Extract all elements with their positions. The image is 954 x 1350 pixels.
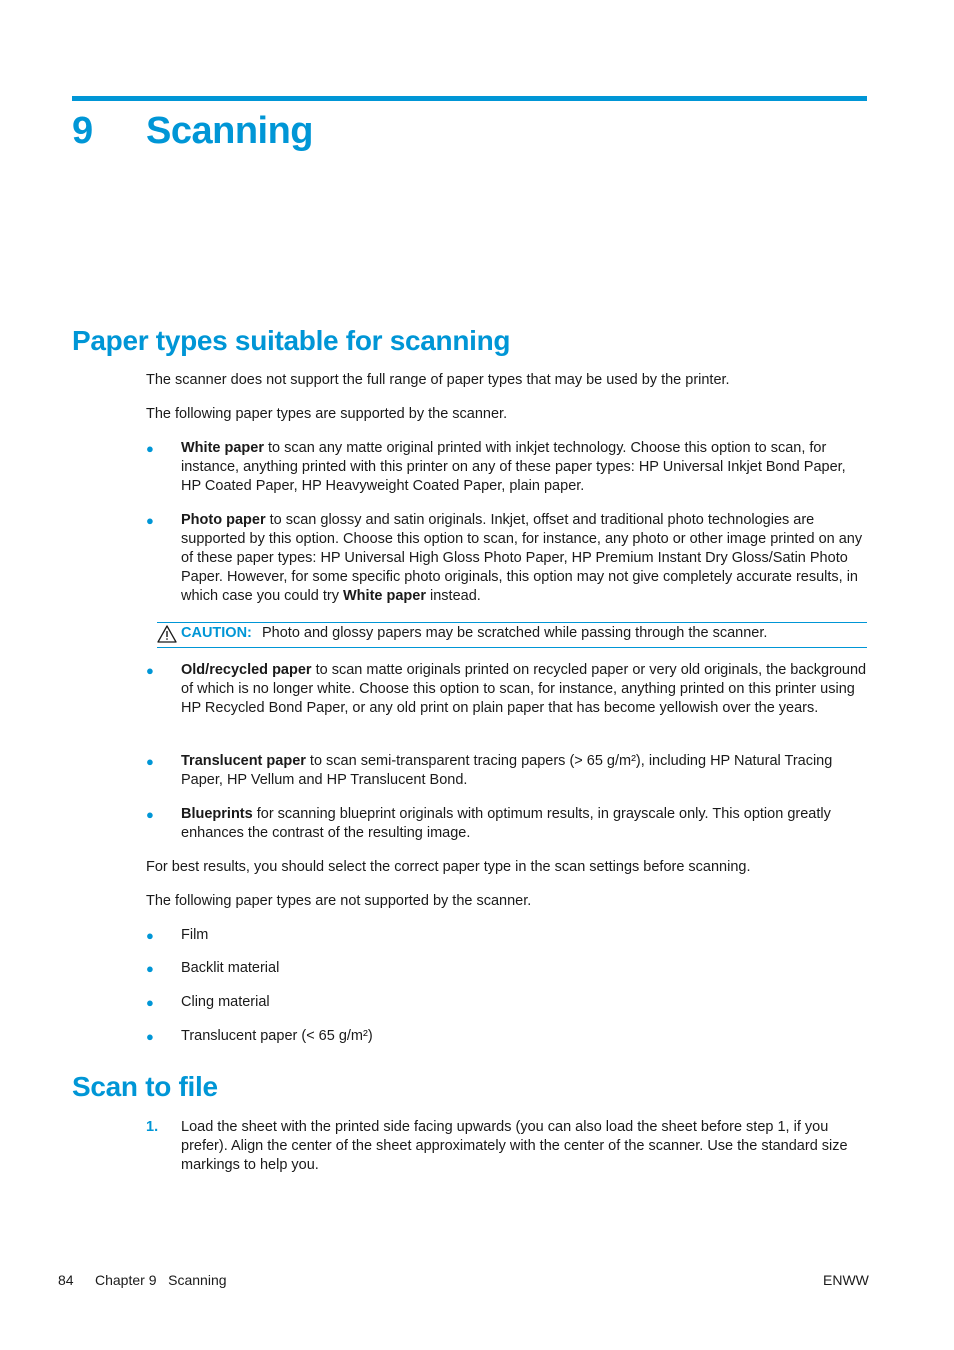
list-item-text: Cling material (181, 994, 270, 1010)
chapter-number: 9 (72, 110, 93, 152)
description: for scanning blueprint originals with optimum results, in grayscale only. This option greatly enhances the contrast of the resulting image. (181, 806, 831, 841)
description: to scan any matte original printed with inkjet technology. Choose this option to scan, for instance, anything printed with this printer on any of these paper types: HP Universal Inkjet Bond Paper, HP Coated Paper, HP Heavyweight Coated Paper, plain paper. (181, 440, 846, 494)
list-item-text (181, 752, 867, 790)
step-text: Load the sheet with the printed side facing upwards (you can also load the sheet before step 1, if you prefer). Align the center of the sheet approximately with the center of the scanner. Use the standard size markings to help you. (181, 1119, 848, 1173)
section-heading-paper-types: Paper types suitable for scanning (72, 325, 511, 356)
list-item-text: Film (181, 927, 209, 943)
description: to scan semi-transparent tracing papers (> 65 g/m²), including HP Natural Tracing Paper, HP Vellum and HP Translucent Bond. (181, 753, 833, 788)
chapter-title (72, 106, 313, 156)
bullet-dot-icon: ● (146, 961, 154, 976)
bullet-dot-icon: ● (146, 513, 154, 528)
bullet-dot-icon: ● (146, 928, 154, 943)
term-2: White paper (343, 588, 426, 604)
bullet-dot-icon: ● (146, 441, 154, 456)
term: White paper (181, 440, 264, 456)
list-item-text: Translucent paper (< 65 g/m²) (181, 1028, 373, 1044)
step-number: 1. (146, 1119, 159, 1135)
footer-enww: ENWW (823, 1272, 869, 1288)
description: to scan glossy and satin originals. Inkjet, offset and traditional photo technologies are supported by this option. Choose this option to scan, for instance, any photo or other image printed on any of these paper types: HP Universal High Gloss Photo Paper, HP Premium Instant Dry Gloss/Satin Photo Paper. However, for some specific photo originals, this option may not give completely accurate results, in which case you could try (181, 512, 863, 604)
caution-note (157, 622, 867, 648)
term: Blueprints (181, 806, 253, 822)
list-item-text (181, 511, 867, 606)
bullet-dot-icon: ● (146, 995, 154, 1010)
description-2: instead. (425, 588, 481, 604)
section-heading-scan-to-file: Scan to file (72, 1071, 218, 1102)
bullet-dot-icon: ● (146, 754, 154, 769)
term: Translucent paper (181, 753, 306, 769)
chapter-rule (72, 96, 867, 101)
footer-page-number: 84 (58, 1272, 74, 1288)
list-item-text: Backlit material (181, 960, 280, 976)
footer-chapter: Chapter 9 Scanning (95, 1272, 227, 1288)
not-supported-intro: The following paper types are not supported by the scanner. (146, 893, 532, 909)
chapter-title-text: Scanning (146, 110, 314, 152)
intro-paragraph-2: The following paper types are supported by the scanner. (146, 406, 508, 422)
caution-label: CAUTION: (181, 625, 252, 641)
term: Photo paper (181, 512, 266, 528)
caution-text: Photo and glossy papers may be scratched while passing through the scanner. (262, 625, 768, 641)
best-results-paragraph: For best results, you should select the correct paper type in the scan settings before scanning. (146, 859, 751, 875)
term: Old/recycled paper (181, 662, 312, 678)
warning-triangle-icon (157, 625, 177, 643)
list-item-text (181, 661, 867, 718)
bullet-dot-icon: ● (146, 663, 154, 678)
description: to scan matte originals printed on recycled paper or very old originals, the background of which is no longer white. Choose this option to scan, for instance, anything printed on this printer using HP Recycled Bond Paper, or any old print on plain paper that has become yellowish over the years. (181, 662, 867, 716)
bullet-dot-icon: ● (146, 1029, 154, 1044)
bullet-dot-icon: ● (146, 807, 154, 822)
list-item-text (181, 805, 867, 843)
intro-paragraph-1: The scanner does not support the full range of paper types that may be used by the printer. (146, 372, 730, 388)
list-item-text (181, 439, 867, 496)
